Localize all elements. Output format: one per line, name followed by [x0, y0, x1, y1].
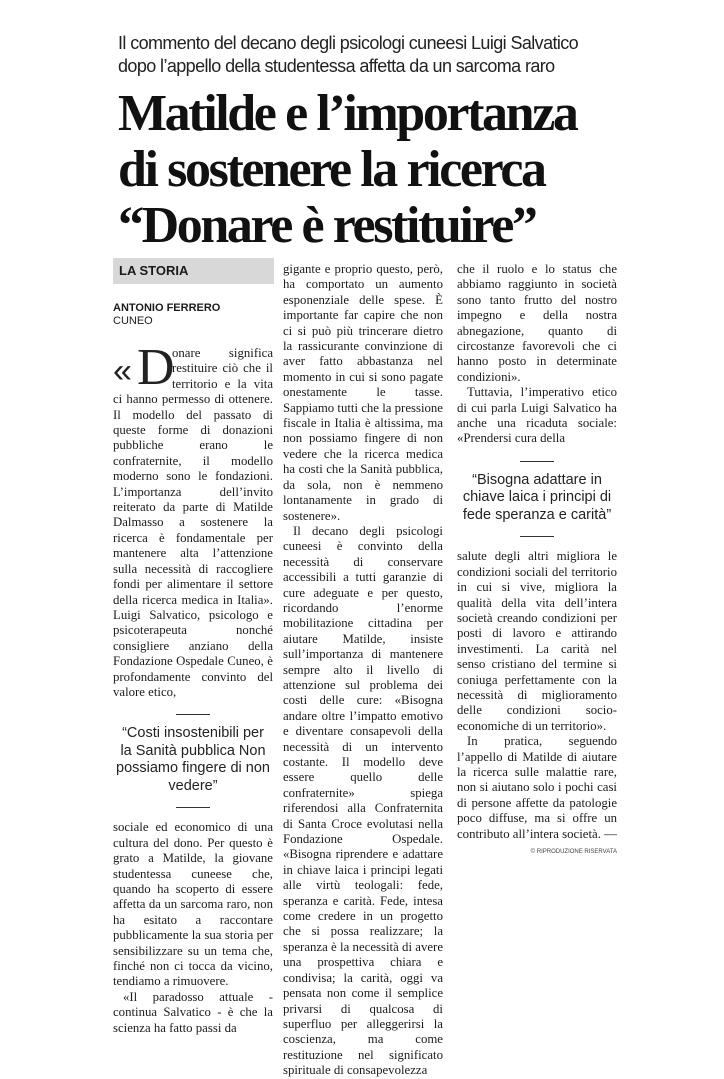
body-paragraph: sociale ed economico di una cultura del dono. Per questo è grato a Matilde, la giovane studentessa cuneese che, quando ha scoperto di essere affetta da un sarcoma raro, non ha esitato a raccontare pubblicamente la sua storia per sensibilizzare su un tema che, finché non ci tocca da vicino, tendiamo a rimuovere. — [113, 820, 273, 989]
body-paragraph: «Il paradosso attuale - continua Salvatico - è che la scienza ha fatto passi da — [113, 989, 273, 1035]
article-column-3 — [457, 262, 617, 856]
body-paragraph: In pratica, seguendo l’appello di Matilde di aiutare la ricerca sulle malattie rare, non si aiutano solo i pochi casi di persone affette da patologie poco diffuse, ma si offre un contributo all’intera società. — — [457, 734, 617, 841]
article-column-1 — [113, 258, 273, 1036]
headline-line-1: Matilde e l’importanza — [118, 85, 577, 142]
drop-cap-letter: D — [137, 339, 175, 396]
lead-paragraph: onare significa restituire ciò che il territorio e la vita ci hanno permesso di ottenere. Il modello del passato di queste forme di donazioni pubbliche erano le confraternite, il modello moderno sono le fondazioni. L’importanza dell’invito reiterato da parte di Matilde Dalmasso a sostenere la ricerca è fondamentale per mantenere alta l’attenzione sulla necessità di raccogliere fondi per alimentare il settore della ricerca medica in Italia». Luigi Salvatico, psicologo e psicoterapeuta nonché consigliere anziano della Fondazione Ospedale Cuneo, è profondamente convinto del valore etico, — [113, 346, 273, 699]
pull-quote-text: “Costi insostenibili per la Sanità pubblica Non possiamo fingere di non vedere” — [116, 725, 270, 794]
byline-author: ANTONIO FERRERO — [113, 302, 221, 314]
body-paragraph: Il decano degli psicologi cuneesi è convinto della necessità di conservare accessibili a tutti garanzie di cure adeguate e per questo, ricordando l’enorme mobilitazione cittadina per aiutare Matilde, insiste sull’importanza di mantenere sempre alto il livello di attenzione sul problema dei costi delle cure: «Bisogna andare oltre l’impatto emotivo e diventare consapevoli della necessità di un intervento costante. Il modello deve essere quello delle confraternite» spiega riferendosi alla Confraternita di Santa Croce evolutasi nella Fondazione Ospedale. «Bisogna riprendere e adattare in chiave laica i principi legati alle virtù teologali: fede, speranza e carità. Fede, intesa come credere in un progetto che si possa realizzare; la speranza è la necessità di avere una prospettiva chiara e condivisa; la carità, oggi va pensata non come il semplice privarsi di qualcosa di superfluo per alleggerirsi la coscienza, ma come restituzione nel significato spirituale di consapevolezza — [283, 523, 443, 1078]
pull-quote-2 — [457, 461, 617, 538]
pull-quote-rule — [520, 536, 554, 537]
headline-line-2: di sostenere la ricerca — [118, 141, 545, 198]
pull-quote-rule — [520, 461, 554, 462]
article-column-2 — [283, 262, 443, 1079]
byline-place: CUNEO — [113, 315, 153, 327]
body-paragraph: gigante e proprio questo, però, ha comportato un aumento esponenziale delle spese. È importante far capire che non ci si può più trincerare dietro la rassicurante convinzione di aver fatto abbastanza nel momento in cui si sono pagate onestamente le tasse. Sappiamo tutti che la pressione fiscale in Italia è altissima, ma non possiamo fingere di non vedere che la ricerca medica ha costi che la Sanità pubblica, da sola, non è nemmeno lontanamente in grado di sostenere». — [283, 262, 443, 523]
subtitle-line-2: dopo l’appello della studentessa affetta da un sarcoma raro — [118, 56, 555, 76]
byline — [113, 302, 273, 328]
lead-paragraph-block — [113, 339, 273, 700]
pull-quote-rule — [176, 807, 210, 808]
copyright-notice: © RIPRODUZIONE RISERVATA — [530, 849, 617, 856]
pull-quote-text: “Bisogna adattare in chiave laica i principi di fede speranza e carità” — [462, 471, 612, 523]
subtitle-line-1: Il commento del decano degli psicologi cuneesi Luigi Salvatico — [118, 33, 579, 53]
body-paragraph: Tuttavia, l’imperativo etico di cui parla Luigi Salvatico ha anche una ricaduta sociale: «Prendersi cura della — [457, 385, 617, 446]
headline-line-3: “Donare è restituire” — [118, 197, 536, 254]
body-paragraph: che il ruolo e lo status che abbiamo raggiunto in società sono tanto frutto del nostro impegno e della nostra abnegazione, quanto di circostanze favorevoli che ci hanno posto in determinate condizioni». — [457, 262, 617, 384]
pull-quote-rule — [176, 714, 210, 715]
drop-cap — [113, 339, 175, 396]
article-subtitle — [118, 32, 698, 78]
article-headline — [118, 86, 708, 254]
pull-quote-1 — [113, 714, 273, 808]
drop-cap-quote: « — [113, 352, 132, 390]
body-paragraph: salute degli altri migliora le condizioni sociali del territorio in cui si vive, migliora la qualità della vita dell’intera società creando condizioni per posti di lavoro e attirando investimenti. La carità nel senso cristiano del termine si coniuga perfettamente con la necessità di miglioramento delle condizioni socio-economiche di un territorio». — [457, 549, 617, 733]
section-tag: LA STORIA — [113, 258, 274, 284]
